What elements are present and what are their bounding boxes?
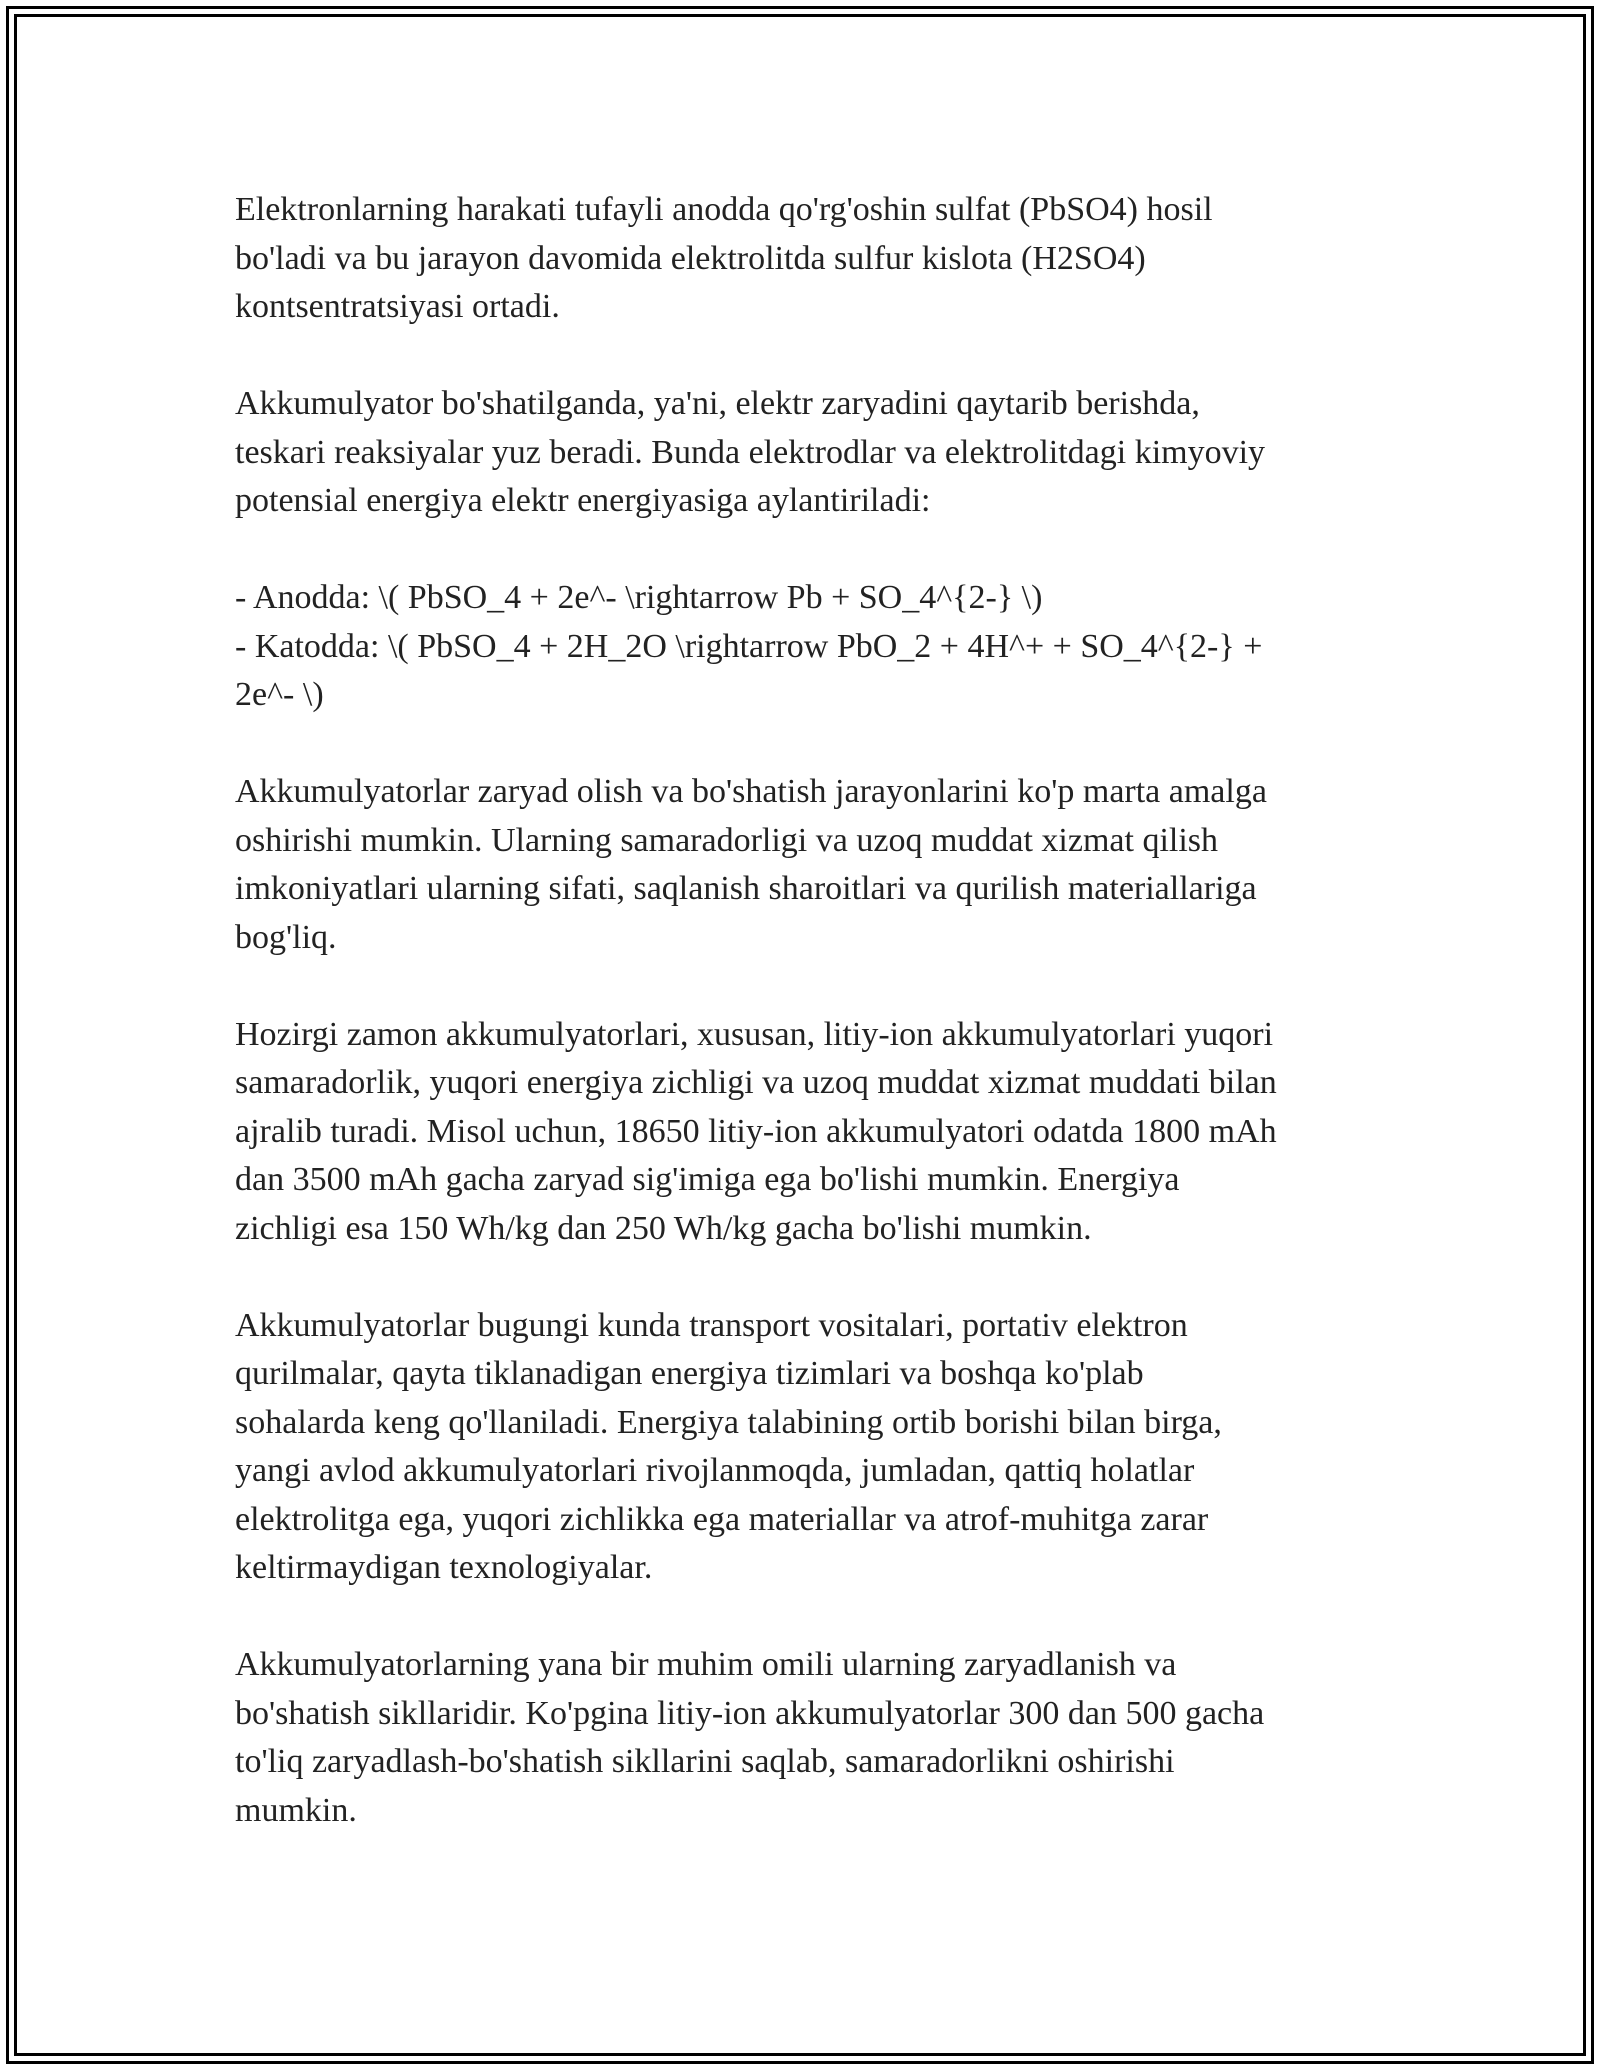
text-line: Akkumulyatorlar zaryad olish va bo'shatish jarayonlarini ko'p marta amalga	[235, 773, 1267, 810]
text-line: samaradorlik, yuqori energiya zichligi va uzoq muddat xizmat muddati bilan	[235, 1064, 1277, 1101]
text-line: to'liq zaryadlash-bo'shatish sikllarini saqlab, samaradorlikni oshirishi	[235, 1743, 1175, 1780]
text-line: sohalarda keng qo'llaniladi. Energiya talabining ortib borishi bilan birga,	[235, 1403, 1222, 1441]
text-line: imkoniyatlari ularning sifati, saqlanish sharoitlari va qurilish materiallariga	[235, 870, 1257, 907]
text-line: zichligi esa 150 Wh/kg dan 250 Wh/kg gacha bo'lishi mumkin.	[235, 1209, 1092, 1247]
text-line: potensial energiya elektr energiyasiga aylantiriladi:	[235, 482, 931, 519]
text-line: keltirmaydigan texnologiyalar.	[235, 1549, 653, 1586]
paragraph-anode-sulfate	[235, 186, 1370, 332]
text-line: bog'liq.	[235, 918, 337, 956]
paragraph-reactions	[235, 574, 1370, 720]
text-line: Akkumulyatorlarning yana bir muhim omili ularning zaryadlanish va	[235, 1646, 1177, 1683]
reaction-cathode: - Katodda: \( PbSO_4 + 2H_2O \rightarrow PbO_2 + 4H^+ + SO_4^{2-} +	[235, 627, 1263, 665]
text-line: mumkin.	[235, 1791, 357, 1829]
text-line: yangi avlod akkumulyatorlari rivojlanmoqda, jumladan, qattiq holatlar	[235, 1452, 1195, 1489]
text-line: elektrolitga ega, yuqori zichlikka ega materiallar va atrof-muhitga zarar	[235, 1500, 1209, 1538]
text-line: Akkumulyator bo'shatilganda, ya'ni, elektr zaryadini qaytarib berishda,	[235, 385, 1200, 422]
reaction-anode: - Anodda: \( PbSO_4 + 2e^- \rightarrow Pb + SO_4^{2-} \)	[235, 579, 1043, 616]
reaction-cathode-continued: 2e^- \)	[235, 676, 324, 713]
paragraph-applications	[235, 1302, 1370, 1593]
paragraph-cycling	[235, 768, 1370, 962]
text-line: Hozirgi zamon akkumulyatorlari, xususan, litiy-ion akkumulyatorlari yuqori	[235, 1015, 1274, 1053]
text-line: qurilmalar, qayta tiklanadigan energiya tizimlari va boshqa ko'plab	[235, 1355, 1144, 1392]
paragraph-discharge	[235, 380, 1370, 526]
text-line: Elektronlarning harakati tufayli anodda qo'rg'oshin sulfat (PbSO4) hosil	[235, 191, 1213, 228]
paragraph-charge-cycles	[235, 1641, 1370, 1835]
text-line: Akkumulyatorlar bugungi kunda transport vositalari, portativ elektron	[235, 1306, 1188, 1344]
text-line: bo'ladi va bu jarayon davomida elektrolitda sulfur kislota (H2SO4)	[235, 239, 1146, 277]
text-line: kontsentratsiyasi ortadi.	[235, 288, 560, 325]
text-line: teskari reaksiyalar yuz beradi. Bunda elektrodlar va elektrolitdagi kimyoviy	[235, 433, 1266, 471]
text-line: oshirishi mumkin. Ularning samaradorligi va uzoq muddat xizmat qilish	[235, 821, 1219, 859]
text-line: ajralib turadi. Misol uchun, 18650 litiy-ion akkumulyatori odatda 1800 mAh	[235, 1112, 1277, 1150]
paragraph-lithium-ion	[235, 1011, 1370, 1254]
text-line: dan 3500 mAh gacha zaryad sig'imiga ega bo'lishi mumkin. Energiya	[235, 1161, 1180, 1198]
text-line: bo'shatish sikllaridir. Ko'pgina litiy-ion akkumulyatorlar 300 dan 500 gacha	[235, 1694, 1265, 1732]
document-body	[235, 186, 1370, 1884]
